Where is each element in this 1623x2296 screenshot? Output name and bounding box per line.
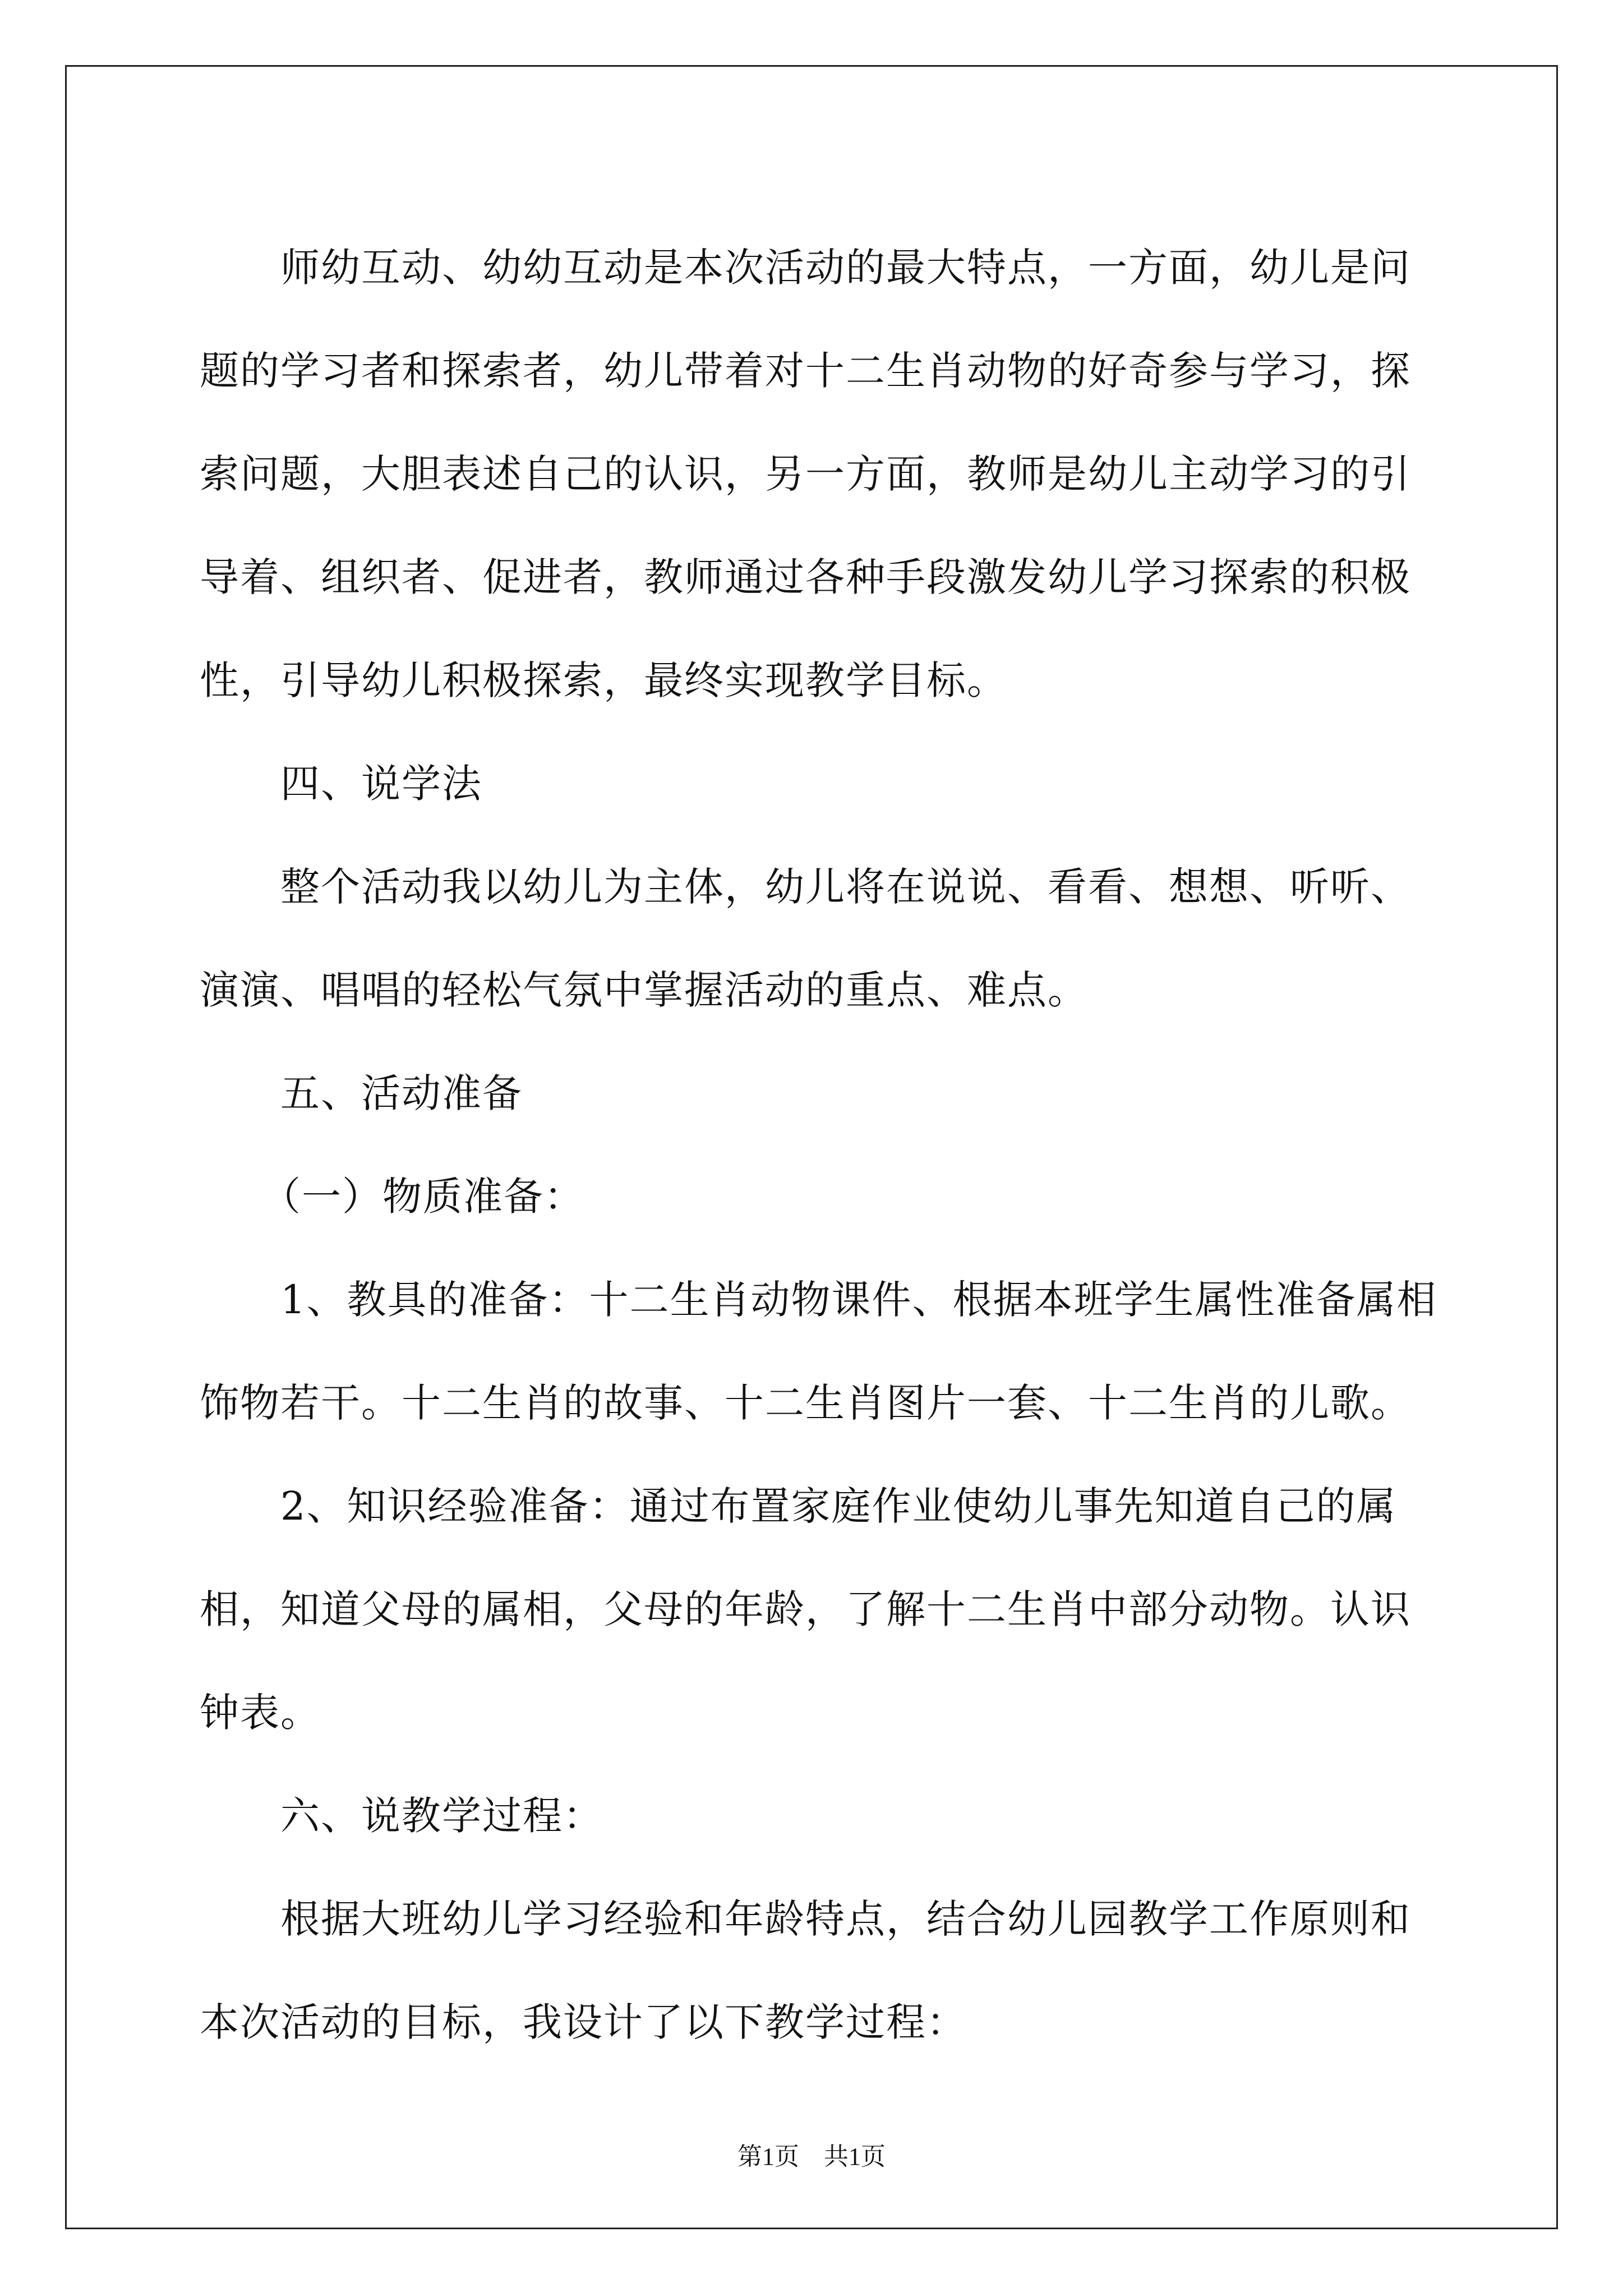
paragraph-teaching-process: 根据大班幼儿学习经验和年龄特点，结合幼儿园教学工作原则和本次活动的目标，我设计了以下教学过程： <box>200 1896 1411 2045</box>
paragraph-knowledge-preparation: 2、知识经验准备：通过布置家庭作业使幼儿事先知道自己的属相，知道父母的属相，父母的年龄，了解十二生肖中部分动物。认识钟表。 <box>200 1483 1411 1736</box>
paragraph-interaction: 师幼互动、幼幼互动是本次活动的最大特点，一方面，幼儿是问题的学习者和探索者，幼儿带着对十二生肖动物的好奇参与学习，探索问题，大胆表述自己的认识，另一方面，教师是幼儿主动学习的引导着、组织者、促进者，教师通过各种手段激发幼儿学习探索的积极性，引导幼儿积极探索，最终实现教学目标。 <box>200 245 1411 703</box>
subheading-material-preparation: （一）物质准备： <box>261 1174 584 1220</box>
document-body <box>200 216 1445 2074</box>
paragraph-learning-method: 整个活动我以幼儿为主体，幼儿将在说说、看看、想想、听听、演演、唱唱的轻松气氛中掌握活动的重点、难点。 <box>200 864 1411 1013</box>
page-number-footer: 第1页 共1页 <box>737 2143 886 2170</box>
heading-learning-method: 四、说学法 <box>280 761 482 807</box>
heading-activity-preparation: 五、活动准备 <box>280 1070 523 1116</box>
heading-teaching-process: 六、说教学过程： <box>280 1793 603 1839</box>
paragraph-teaching-aids: 1、教具的准备：十二生肖动物课件、根据本班学生属性准备属相饰物若干。十二生肖的故事、十二生肖图片一套、十二生肖的儿歌。 <box>200 1277 1437 1426</box>
